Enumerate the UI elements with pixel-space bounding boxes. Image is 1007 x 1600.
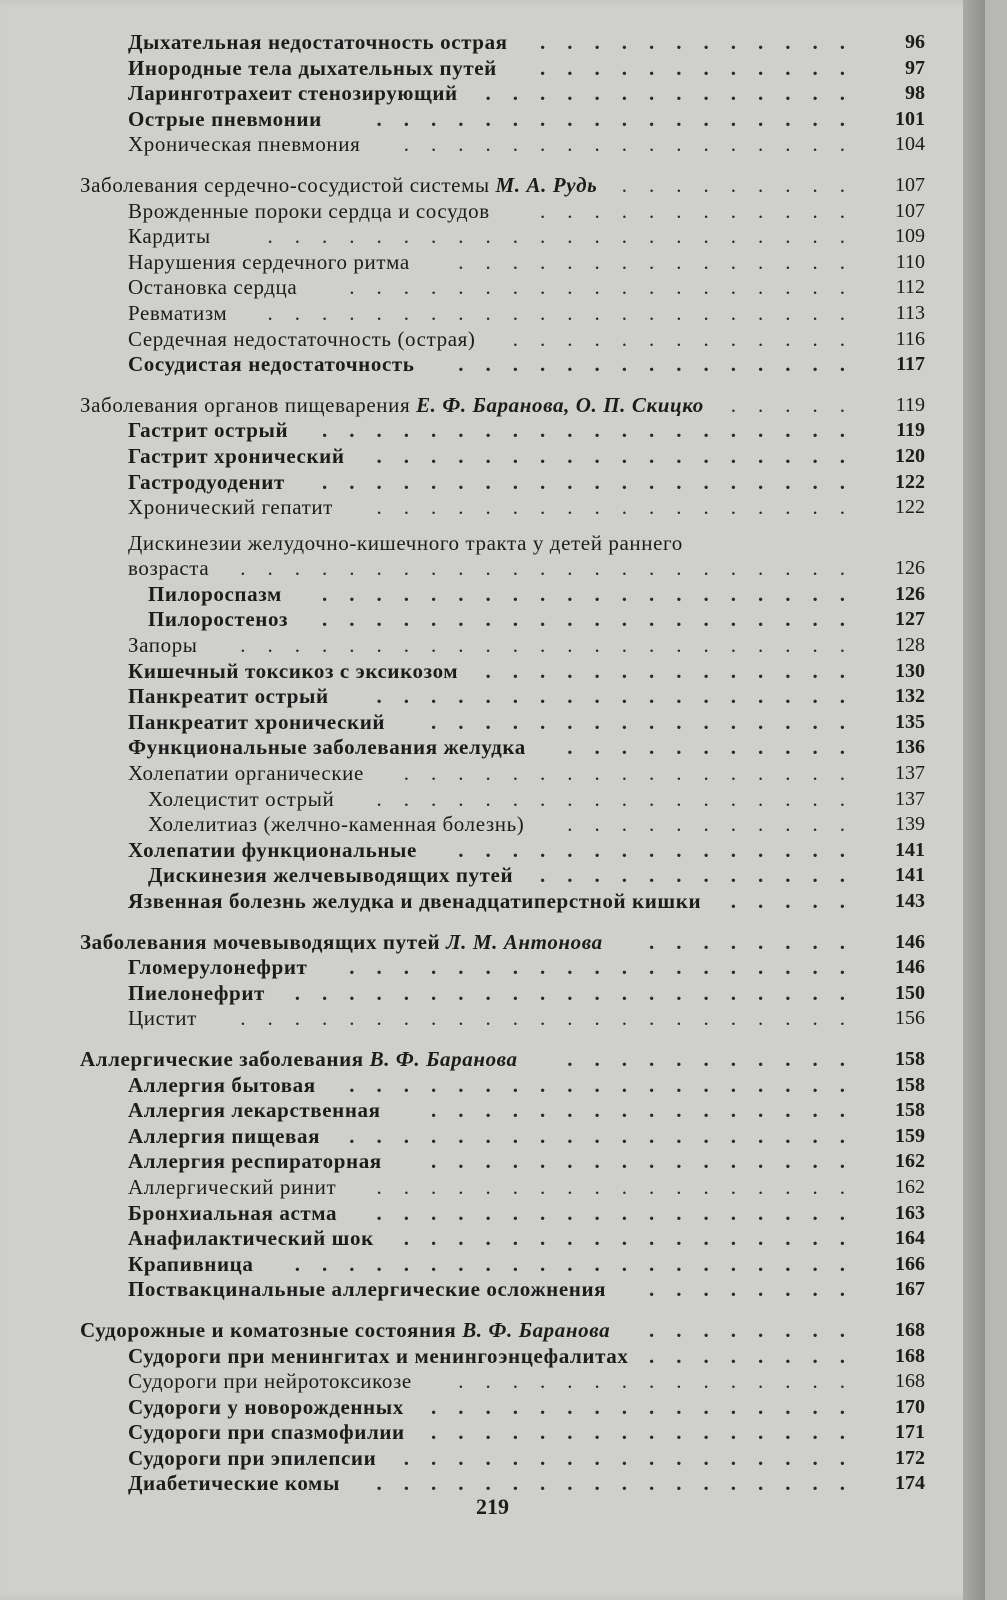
entry-text: Судороги при нейротоксикозе (128, 1369, 412, 1394)
leader-dots: ............ (540, 863, 867, 888)
toc-chapter-heading[interactable] (0, 1047, 985, 1073)
page-number: 98 (905, 82, 925, 105)
entry-text: Язвенная болезнь желудка и двенадцатиперстной кишки (128, 889, 702, 913)
entry-text: Дискинезия желчевыводящих путей (148, 863, 514, 888)
entry-text: Панкреатит хронический (128, 709, 386, 734)
toc-entry[interactable] (0, 301, 985, 327)
toc-entry[interactable] (0, 444, 985, 470)
page-number: 113 (895, 301, 925, 324)
leader-dots: ............... (458, 837, 867, 862)
toc-entry[interactable] (0, 1446, 985, 1472)
leader-dots: ............ (540, 30, 867, 54)
entry-text: Диабетические комы (128, 1471, 340, 1496)
toc-entry-title (128, 955, 307, 981)
toc-entry-title (128, 418, 288, 444)
leader-dots: .................... (322, 581, 867, 606)
toc-entry-title (148, 607, 288, 633)
entry-text: Аллергия бытовая (128, 1072, 316, 1097)
entry-text: Остановка сердца (128, 275, 298, 300)
entry-text: Пилороспазм (148, 581, 282, 606)
page-number: 168 (895, 1318, 925, 1341)
toc-entry[interactable] (0, 30, 985, 56)
leader-dots: ............ (540, 55, 867, 80)
toc-entry-title (128, 250, 410, 276)
toc-entry-title (128, 1369, 412, 1395)
toc-entry-title (128, 81, 458, 107)
entry-text: Заболевания мочевыводящих путей (80, 929, 441, 954)
leader-dots: ................... (349, 955, 867, 980)
leader-dots: ................. (403, 1226, 867, 1251)
toc-entry[interactable] (0, 812, 985, 838)
toc-entry[interactable] (0, 1149, 985, 1175)
leader-dots: ................ (431, 1098, 867, 1123)
section-gap (0, 1032, 985, 1047)
toc-entry[interactable] (0, 352, 985, 378)
toc-section (0, 30, 985, 158)
page-number: 107 (895, 199, 925, 222)
entry-text: Дискинезии желудочно-кишечного тракта у детей раннего (128, 530, 683, 555)
toc-entry[interactable] (0, 1369, 985, 1395)
toc-entry[interactable] (0, 531, 985, 557)
leader-dots: .................... (322, 418, 867, 443)
entry-text: Судороги при эпилепсии (128, 1445, 377, 1470)
page-number: 112 (895, 276, 925, 299)
entry-text: Аллергия пищевая (128, 1123, 321, 1148)
page-number: 137 (895, 762, 925, 785)
toc-entry[interactable] (0, 224, 985, 250)
toc-entry-title (128, 981, 265, 1007)
page-number: 172 (895, 1446, 925, 1469)
toc-entry-title (128, 1252, 253, 1278)
entry-text: Кардиты (128, 224, 211, 249)
leader-dots: ........... (567, 735, 867, 760)
entry-text: Аллергические заболевания (80, 1046, 364, 1071)
toc-entry-title (128, 633, 198, 659)
entry-text: возраста (128, 556, 210, 581)
page-number: 166 (895, 1252, 925, 1275)
toc-entry[interactable] (0, 1124, 985, 1150)
page-number: 126 (895, 582, 925, 605)
toc-section (0, 1318, 985, 1497)
toc-entry[interactable] (0, 981, 985, 1007)
page-number: 162 (895, 1150, 925, 1173)
entry-text: Хроническая пневмония (128, 132, 361, 157)
leader-dots: ............... (458, 249, 867, 274)
toc-entry-title (128, 710, 385, 736)
entry-text: Аллергия респираторная (128, 1149, 382, 1174)
entry-text: Заболевания органов пищеварения (80, 392, 411, 417)
toc-entry[interactable] (0, 327, 985, 353)
toc-entry-title (128, 327, 476, 353)
leader-dots: .............. (485, 81, 867, 106)
page-number: 150 (895, 981, 925, 1004)
toc-entry-title (128, 684, 329, 710)
page-number: 156 (895, 1007, 925, 1030)
page-number: 167 (895, 1278, 925, 1301)
entry-text: Инородные тела дыхательных путей (128, 55, 497, 80)
leader-dots: .................. (376, 1200, 867, 1225)
toc-entry-title (80, 930, 603, 956)
leader-dots: ................ (431, 1149, 867, 1174)
page-number: 97 (905, 56, 925, 79)
toc-entry[interactable] (0, 495, 985, 521)
toc-entry-title (128, 1446, 376, 1472)
toc-entry-title (128, 495, 333, 521)
leader-dots: ........... (567, 812, 867, 837)
toc-entry-title (128, 889, 701, 915)
page-number: 141 (895, 838, 925, 861)
entry-text: Анафилактический шок (128, 1226, 374, 1251)
entry-text: Сосудистая недостаточность (128, 352, 415, 377)
toc-entry[interactable] (0, 659, 985, 685)
section-gap (0, 378, 985, 393)
toc-entry-title (128, 1175, 336, 1201)
page-number: 119 (895, 393, 925, 416)
entry-text: Острые пневмонии (128, 106, 322, 131)
entry-text: Ларинготрахеит стенозирующий (128, 81, 458, 106)
leader-dots: ........ (649, 1343, 867, 1368)
leader-dots: .................. (376, 443, 867, 468)
page-number: 119 (896, 419, 925, 442)
entry-text: Судорожные и коматозные состояния (80, 1317, 457, 1342)
toc-entry[interactable] (0, 199, 985, 225)
leader-dots: ................. (403, 761, 867, 786)
leader-dots: ............... (458, 1369, 867, 1394)
toc-entry[interactable] (0, 1006, 985, 1032)
toc-entry-title (128, 199, 490, 225)
leader-dots: ................. (403, 132, 867, 157)
toc-section (0, 393, 985, 915)
toc-entry-title (128, 659, 458, 685)
toc-entry[interactable] (0, 1252, 985, 1278)
page-number: 135 (895, 710, 925, 733)
toc-entry[interactable] (0, 955, 985, 981)
toc-entry[interactable] (0, 607, 985, 633)
entry-text: Гастродуоденит (128, 469, 285, 494)
leader-dots: .................. (376, 1471, 867, 1496)
leader-dots: ........ (649, 929, 867, 954)
entry-text: Врожденные пороки сердца и сосудов (128, 198, 490, 223)
leader-dots: ..... (730, 392, 867, 417)
leader-dots: ........... (567, 1046, 867, 1071)
entry-text: Холецистит острый (148, 786, 335, 811)
leader-dots: ................ (431, 1394, 867, 1419)
page-number: 137 (895, 787, 925, 810)
entry-text: Судороги при спазмофилии (128, 1420, 405, 1445)
leader-dots: .................. (376, 495, 867, 520)
leader-dots: ...................... (267, 300, 867, 325)
leader-dots: ....................... (240, 556, 867, 581)
entry-text: Функциональные заболевания желудка (128, 735, 526, 760)
toc-entry-title (128, 132, 360, 158)
toc-entry[interactable] (0, 107, 985, 133)
page-number: 101 (895, 107, 925, 130)
entry-text: Сердечная недостаточность (острая) (128, 326, 476, 351)
page-number: 120 (895, 444, 925, 467)
leader-dots: ................... (349, 275, 867, 300)
page-number: 117 (896, 353, 925, 376)
toc-entry[interactable] (0, 889, 985, 915)
toc-entry-title (128, 275, 297, 301)
toc-entry[interactable] (0, 863, 985, 889)
toc-entry-title (128, 761, 364, 787)
page-number: 128 (895, 634, 925, 657)
leader-dots: ........ (649, 1317, 867, 1342)
entry-text: Холепатии функциональные (128, 837, 417, 862)
leader-dots: .............. (485, 658, 867, 683)
page-number: 162 (895, 1175, 925, 1198)
leader-dots: .................. (376, 786, 867, 811)
entry-text: Гастрит хронический (128, 443, 345, 468)
entry-author: В. Ф. Баранова (369, 1046, 518, 1071)
toc-entry-title (80, 1318, 610, 1344)
section-gap (0, 1303, 985, 1318)
toc-entry-title (128, 735, 526, 761)
entry-author: Е. Ф. Баранова, О. П. Скицко (416, 392, 704, 417)
toc-entry[interactable] (0, 556, 985, 582)
page-number: 109 (895, 225, 925, 248)
toc-entry-title (128, 556, 209, 582)
toc-entry-title (128, 444, 345, 470)
page-number: 122 (895, 470, 925, 493)
toc-entry[interactable] (0, 761, 985, 787)
toc-entry[interactable] (0, 684, 985, 710)
toc-entry-title (128, 1098, 381, 1124)
entry-text: Бронхиальная астма (128, 1200, 338, 1225)
page-number: 174 (895, 1472, 925, 1495)
entry-text: Гастрит острый (128, 418, 289, 443)
toc-chapter-heading[interactable] (0, 930, 985, 956)
toc-entry[interactable] (0, 1420, 985, 1446)
toc-entry[interactable] (0, 633, 985, 659)
entry-text: Нарушения сердечного ритма (128, 249, 410, 274)
entry-text: Аллергия лекарственная (128, 1098, 381, 1123)
toc-entry[interactable] (0, 582, 985, 608)
toc-entry-title (148, 812, 524, 838)
page-number: 122 (895, 496, 925, 519)
toc-entry-title (128, 1277, 606, 1303)
toc-entry-title (148, 787, 334, 813)
entry-text: Панкреатит острый (128, 684, 329, 709)
toc-entry-title (80, 173, 597, 199)
entry-author: Л. М. Антонова (446, 929, 603, 954)
toc-entry-title (128, 1395, 404, 1421)
page-number: 107 (895, 173, 925, 196)
entry-text: Дыхательная недостаточность острая (128, 30, 508, 54)
entry-text: Судороги у новорожденных (128, 1394, 404, 1419)
toc-entry[interactable] (0, 1395, 985, 1421)
entry-text: Крапивница (128, 1251, 254, 1276)
leader-dots: ........ (649, 1277, 867, 1302)
toc-entry-title (128, 1226, 374, 1252)
leader-dots: ................ (431, 1420, 867, 1445)
toc-entry[interactable] (0, 735, 985, 761)
leader-dots: ............. (512, 326, 867, 351)
page-number: 139 (895, 813, 925, 836)
toc-entry[interactable] (0, 1073, 985, 1099)
toc-section (0, 930, 985, 1032)
toc-entry[interactable] (0, 710, 985, 736)
leader-dots: ................... (349, 1123, 867, 1148)
leader-dots: ............ (540, 198, 867, 223)
toc-entry[interactable] (0, 250, 985, 276)
leader-dots: .................. (376, 106, 867, 131)
toc-entry[interactable] (0, 81, 985, 107)
toc-entry[interactable] (0, 418, 985, 444)
page-number: 110 (895, 250, 925, 273)
toc-entry-title (128, 1124, 320, 1150)
leader-dots: ....................... (240, 633, 867, 658)
page-number: 146 (895, 956, 925, 979)
toc-entry-title (148, 582, 282, 608)
section-gap (0, 915, 985, 930)
page-number: 143 (895, 890, 925, 912)
toc-entry-title (128, 1006, 197, 1032)
page-number: 168 (895, 1344, 925, 1367)
toc-entry-title (128, 1073, 316, 1099)
page-number: 141 (895, 864, 925, 887)
toc-entry[interactable] (0, 56, 985, 82)
entry-text: Холелитиаз (желчно-каменная болезнь) (148, 812, 525, 837)
toc-entry[interactable] (0, 132, 985, 158)
toc-entry[interactable] (0, 787, 985, 813)
leader-dots: ................ (431, 709, 867, 734)
toc-section (0, 1047, 985, 1303)
entry-text: Заболевания сердечно-сосудистой системы (80, 172, 490, 197)
toc-entry-title (128, 56, 497, 82)
toc-chapter-heading[interactable] (0, 1318, 985, 1344)
leader-dots: ............... (458, 352, 867, 377)
leader-dots: ...................... (267, 224, 867, 249)
toc-entry-title (128, 30, 508, 56)
page-number: 171 (895, 1421, 925, 1444)
table-of-contents (0, 30, 985, 1497)
entry-text: Холепатии органические (128, 761, 364, 786)
toc-section (0, 173, 985, 378)
page-number: 136 (895, 736, 925, 759)
page-number: 116 (895, 327, 925, 350)
leader-dots: ..................... (294, 1251, 867, 1276)
page-number: 164 (895, 1227, 925, 1250)
entry-text: Поствакцинальные аллергические осложнения (128, 1277, 607, 1302)
entry-text: Аллергический ринит (128, 1174, 337, 1199)
entry-text: Гломерулонефрит (128, 955, 308, 980)
page-number: 170 (895, 1395, 925, 1418)
page-number: 158 (895, 1073, 925, 1096)
page-number: 126 (895, 557, 925, 580)
page-number: 158 (895, 1099, 925, 1122)
section-gap (0, 158, 985, 173)
page-number: 168 (895, 1370, 925, 1393)
entry-text: Цистит (128, 1006, 197, 1031)
page-number-footer: 219 (476, 1494, 509, 1519)
entry-text: Хронический гепатит (128, 495, 333, 520)
page-number: 96 (905, 31, 925, 53)
page-number: 104 (895, 133, 925, 156)
entry-text: Пиелонефрит (128, 980, 265, 1005)
page-number: 130 (895, 659, 925, 682)
toc-entry[interactable] (0, 1277, 985, 1303)
toc-chapter-heading[interactable] (0, 393, 985, 419)
leader-dots: ..................... (294, 980, 867, 1005)
entry-author: В. Ф. Баранова (462, 1317, 611, 1342)
toc-entry[interactable] (0, 838, 985, 864)
toc-entry-title (128, 1201, 337, 1227)
entry-text: Кишечный токсикоз с эксикозом (128, 658, 459, 683)
toc-entry-title (128, 838, 417, 864)
toc-entry-title (148, 863, 513, 889)
entry-text: Запоры (128, 633, 198, 658)
page-number: 158 (895, 1047, 925, 1070)
page-number: 163 (895, 1201, 925, 1224)
toc-entry[interactable] (0, 1175, 985, 1201)
toc-entry[interactable] (0, 1226, 985, 1252)
toc-entry-title (128, 352, 415, 378)
toc-entry[interactable] (0, 1344, 985, 1370)
leader-dots: .................... (322, 607, 867, 632)
entry-text: Ревматизм (128, 300, 228, 325)
toc-entry-title (128, 1344, 628, 1370)
toc-entry[interactable] (0, 470, 985, 496)
leader-dots: .................. (376, 684, 867, 709)
entry-text: Пилоростеноз (148, 607, 289, 632)
page-number: 132 (895, 685, 925, 708)
page-number: 159 (895, 1124, 925, 1147)
toc-entry-title (128, 301, 227, 327)
entry-text: Судороги при менингитах и менингоэнцефалитах (128, 1343, 629, 1368)
toc-entry[interactable] (0, 1201, 985, 1227)
leader-dots: ....................... (240, 1006, 867, 1031)
leader-dots: .................... (322, 469, 867, 494)
leader-dots: ................... (349, 1072, 867, 1097)
leader-dots: ......... (621, 172, 867, 197)
toc-entry[interactable] (0, 1098, 985, 1124)
toc-entry[interactable] (0, 275, 985, 301)
toc-chapter-heading[interactable] (0, 173, 985, 199)
toc-entry-title (128, 470, 285, 496)
toc-entry-title (128, 1420, 405, 1446)
leader-dots: ..... (730, 889, 867, 913)
leader-dots: .................. (376, 1174, 867, 1199)
toc-entry-title (80, 393, 704, 419)
toc-entry-title (128, 224, 211, 250)
leader-dots: ................. (403, 1445, 867, 1470)
entry-author: М. А. Рудь (495, 172, 598, 197)
page-number: 146 (895, 930, 925, 953)
toc-entry-title (128, 107, 322, 133)
toc-entry-title (80, 1047, 518, 1073)
toc-entry-title (128, 531, 683, 557)
toc-entry-title (128, 1149, 382, 1175)
page-number: 127 (895, 608, 925, 631)
